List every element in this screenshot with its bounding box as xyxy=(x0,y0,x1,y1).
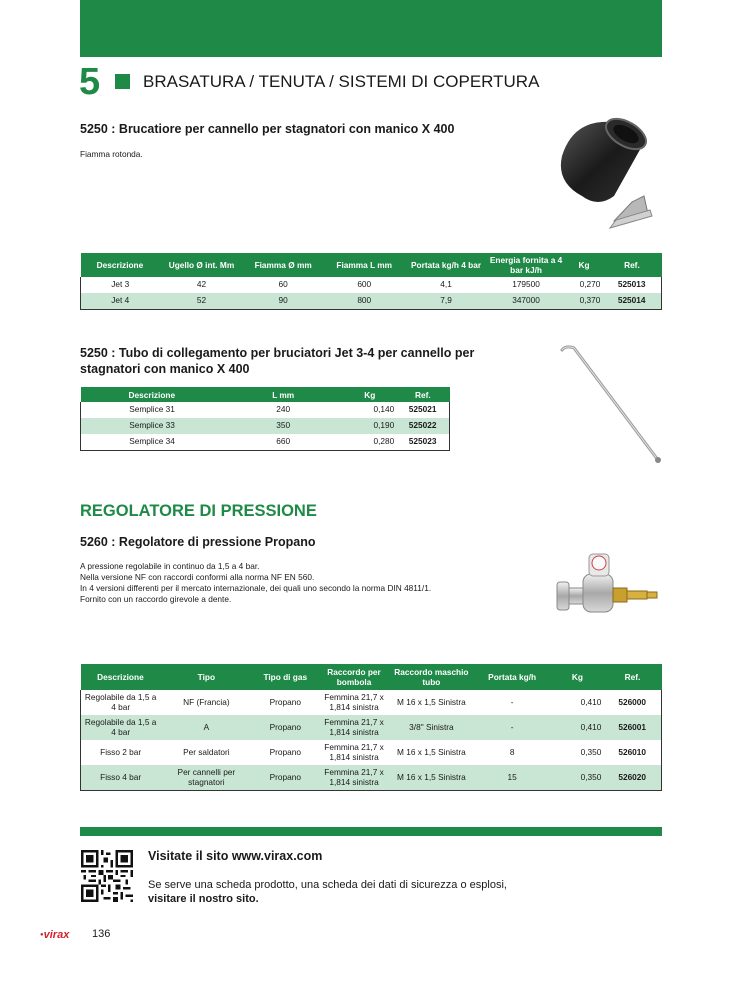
table-cell: Femmina 21,7 x 1,814 sinistra xyxy=(324,692,384,712)
table-cell: 526020 xyxy=(603,765,661,790)
visit-title[interactable]: Visitate il sito www.virax.com xyxy=(148,849,323,863)
table-cell: Femmina 21,7 x 1,814 sinistra xyxy=(324,742,384,762)
table-cell: 4,1 xyxy=(440,279,452,290)
table-cell: Fisso 4 bar xyxy=(81,765,161,790)
table-cell: 0,350 xyxy=(551,765,603,790)
table-cell: 42 xyxy=(196,279,207,290)
col-header: L mm xyxy=(223,387,343,402)
logo-text: virax xyxy=(43,929,70,941)
table-cell: 0,350 xyxy=(580,747,602,758)
col-header: Energia fornita a 4 bar kJ/h xyxy=(486,253,565,277)
table-cell: M 16 x 1,5 Sinistra xyxy=(397,696,466,707)
table-cell: - xyxy=(510,696,514,707)
table-cell: - xyxy=(473,715,552,740)
table-cell: 0,410 xyxy=(551,715,603,740)
col-header: Descrizione xyxy=(81,664,161,690)
table-cell: 8 xyxy=(509,747,515,758)
table-cell: 526000 xyxy=(603,690,661,715)
burner-image xyxy=(552,116,662,240)
table-cell: 525014 xyxy=(602,293,661,309)
table-cell: NF (Francia) xyxy=(183,696,230,707)
product3-line: A pressione regolabile in continuo da 1,5 a 4 bar. xyxy=(80,561,260,571)
table-cell: Jet 4 xyxy=(81,293,160,309)
table-cell: M 16 x 1,5 Sinistra xyxy=(390,765,473,790)
table-cell: Femmina 21,7 x 1,814 sinistra xyxy=(318,765,390,790)
col-header: Kg xyxy=(551,664,603,690)
table-cell: 525013 xyxy=(602,277,661,293)
table-cell: 0,370 xyxy=(566,293,603,309)
col-header: Descrizione xyxy=(81,253,160,277)
logo-dot-icon: ● xyxy=(40,932,44,939)
table-cell: Propano xyxy=(252,715,318,740)
table-header-row xyxy=(81,664,662,690)
table-cell: Propano xyxy=(252,765,318,790)
table-cell: A xyxy=(160,715,252,740)
qr-code-icon[interactable] xyxy=(81,850,133,902)
product3-title: 5260 : Regolatore di pressione Propano xyxy=(80,535,316,549)
table-cell: Femmina 21,7 x 1,814 sinistra xyxy=(318,715,390,740)
table-row xyxy=(81,765,662,790)
table-cell: 15 xyxy=(473,765,552,790)
col-header: Raccordo per bombola xyxy=(318,664,390,690)
virax-logo-icon xyxy=(40,929,69,941)
section-title: REGOLATORE DI PRESSIONE xyxy=(80,502,317,520)
table-cell: Per saldatori xyxy=(183,747,230,758)
chapter-square-icon xyxy=(115,74,130,89)
col-header: Ref. xyxy=(603,664,661,690)
regulator-image xyxy=(555,548,663,626)
table-cell: 240 xyxy=(276,404,291,415)
table-cell: M 16 x 1,5 Sinistra xyxy=(397,747,466,758)
bottom-green-bar xyxy=(80,827,662,836)
table-row xyxy=(81,740,662,765)
table-cell: Regolabile da 1,5 a 4 bar xyxy=(81,715,161,740)
product2-title-line2: stagnatori con manico X 400 xyxy=(80,362,250,376)
product3-table xyxy=(80,664,662,791)
chapter-number: 5 xyxy=(79,61,101,103)
top-green-bar xyxy=(80,0,662,57)
product1-description: Fiamma rotonda. xyxy=(80,149,143,159)
table-header-row xyxy=(81,387,450,402)
table-row xyxy=(81,293,662,309)
product2-title-line1: 5250 : Tubo di collegamento per bruciatori Jet 3-4 per cannello per xyxy=(80,346,475,360)
col-header: Kg xyxy=(566,253,603,277)
table-cell: 60 xyxy=(278,279,288,290)
visit-line2: visitare il nostro sito. xyxy=(148,893,259,905)
col-header: Ref. xyxy=(602,253,661,277)
product2-table xyxy=(80,387,450,451)
col-header: Fiamma L mm xyxy=(323,253,406,277)
table-cell: 7,9 xyxy=(406,293,487,309)
table-cell: 90 xyxy=(244,293,323,309)
table-cell: 347000 xyxy=(486,293,565,309)
chapter-title: BRASATURA / TENUTA / SISTEMI DI COPERTURA xyxy=(143,72,540,91)
table-cell: Regolabile da 1,5 a 4 bar xyxy=(81,690,161,715)
table-cell: 660 xyxy=(276,436,291,447)
table-row xyxy=(81,434,450,450)
table-cell: 800 xyxy=(323,293,406,309)
col-header: Ugello Ø int. Mm xyxy=(159,253,243,277)
table-cell: 525023 xyxy=(396,434,449,450)
table-header-row xyxy=(81,253,662,277)
table-cell: 526001 xyxy=(603,715,661,740)
col-header: Descrizione xyxy=(81,387,224,402)
visit-line1: Se serve una scheda prodotto, una scheda dei dati di sicurezza o esplosi, xyxy=(148,879,507,891)
table-cell: 0,140 xyxy=(373,404,395,415)
table-cell: Fisso 2 bar xyxy=(81,740,161,765)
table-row xyxy=(81,402,450,418)
table-cell: 179500 xyxy=(512,279,540,290)
table-cell: 600 xyxy=(357,279,372,290)
connection-tube-image xyxy=(558,342,668,468)
table-row xyxy=(81,418,450,434)
product3-line: Nella versione NF con raccordi conformi alla norma NF EN 560. xyxy=(80,572,315,582)
product3-line: In 4 versioni differenti per il mercato internazionale, dei quali uno secondo la norma DIN 4811/1. xyxy=(80,583,432,593)
table-cell: Semplice 34 xyxy=(81,434,224,450)
table-cell: Jet 3 xyxy=(81,277,160,293)
table-cell: 0,190 xyxy=(343,418,396,434)
table-row xyxy=(81,715,662,740)
col-header: Portata kg/h xyxy=(473,664,552,690)
table-cell: Semplice 31 xyxy=(81,402,224,418)
table-cell: Semplice 33 xyxy=(81,418,224,434)
col-header: Tipo xyxy=(160,664,252,690)
col-header: Ref. xyxy=(396,387,449,402)
product1-table xyxy=(80,253,662,310)
table-cell: 525021 xyxy=(396,402,449,418)
product1-title: 5250 : Brucatiore per cannello per stagnatori con manico X 400 xyxy=(80,122,455,136)
table-cell: 0,410 xyxy=(580,696,602,707)
col-header: Kg xyxy=(343,387,396,402)
table-cell: 350 xyxy=(223,418,343,434)
col-header: Raccordo maschio tubo xyxy=(390,664,473,690)
col-header: Fiamma Ø mm xyxy=(244,253,323,277)
table-cell: 0,280 xyxy=(373,436,395,447)
product3-line: Fornito con un raccordo girevole a dente. xyxy=(80,594,232,604)
table-cell: 0,270 xyxy=(579,279,601,290)
table-cell: 525022 xyxy=(396,418,449,434)
table-row xyxy=(81,277,662,293)
table-cell: 52 xyxy=(159,293,243,309)
table-cell: 526010 xyxy=(603,740,661,765)
table-cell: Propano xyxy=(269,696,301,707)
table-cell: 3/8" Sinistra xyxy=(390,715,473,740)
table-cell: Per cannelli per stagnatori xyxy=(160,765,252,790)
col-header: Portata kg/h 4 bar xyxy=(406,253,487,277)
table-row xyxy=(81,690,662,715)
table-cell: Propano xyxy=(269,747,301,758)
page-number: 136 xyxy=(92,928,111,940)
col-header: Tipo di gas xyxy=(252,664,318,690)
